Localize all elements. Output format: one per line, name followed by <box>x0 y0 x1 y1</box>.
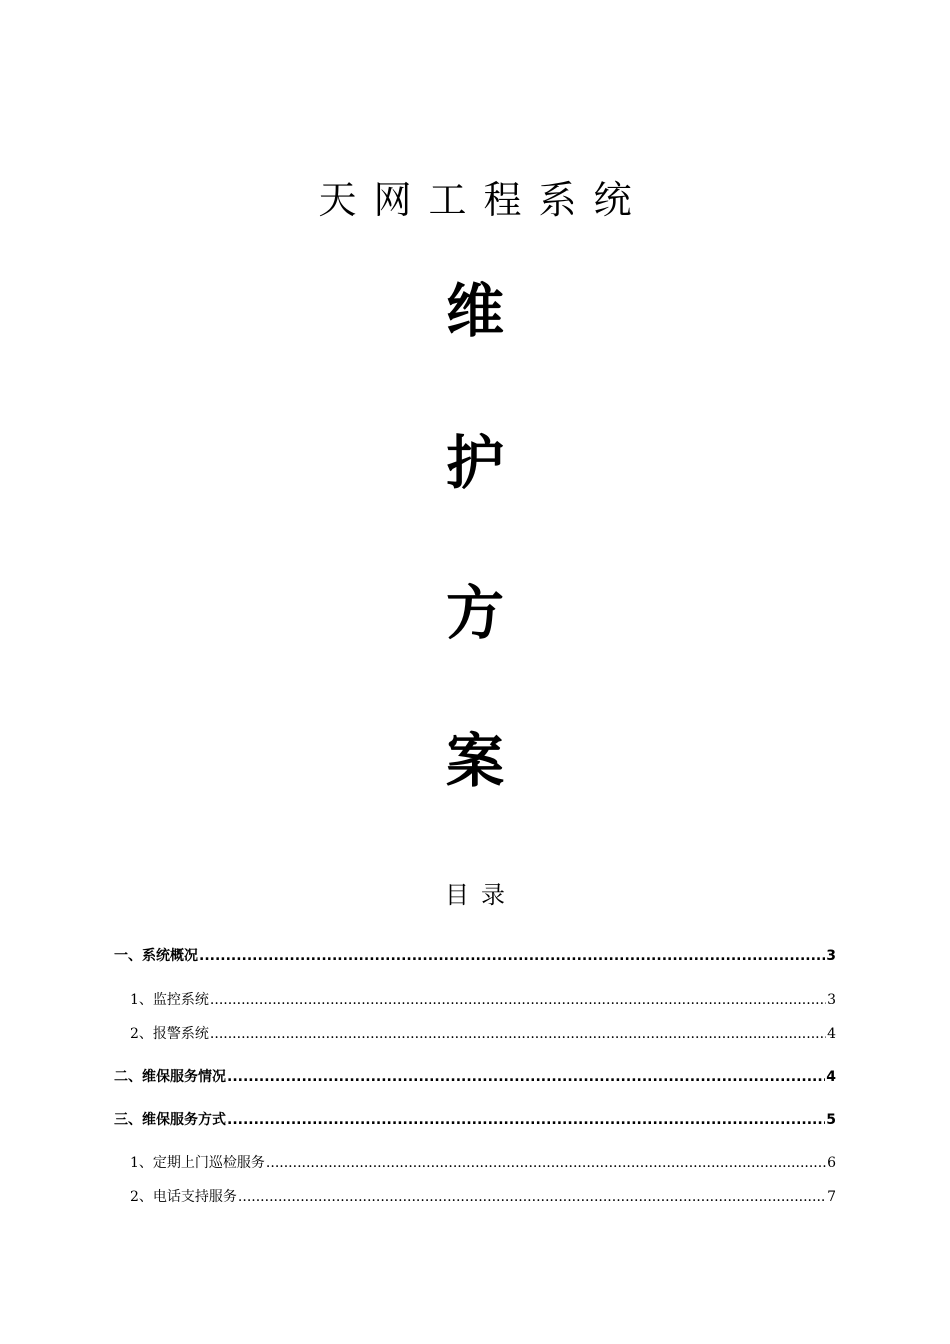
toc-entry-onsite-inspection[interactable] <box>130 1153 836 1173</box>
toc-dot-leader <box>210 990 826 1010</box>
toc-dot-leader <box>238 1187 826 1207</box>
document-subtitle: 天网工程系统 <box>318 178 649 222</box>
toc-entry-phone-support[interactable] <box>130 1187 836 1207</box>
toc-entry-label: 2、电话支持服务 <box>130 1189 237 1205</box>
toc-entry-label: 三、维保服务方式 <box>114 1112 226 1128</box>
toc-entry-label: 二、维保服务情况 <box>114 1069 226 1085</box>
toc-heading: 目录 <box>445 881 517 909</box>
toc-entry-label: 一、系统概况 <box>114 948 198 964</box>
toc-entry-label: 2、报警系统 <box>130 1026 209 1042</box>
toc-entry-maintenance-status[interactable] <box>114 1067 836 1087</box>
toc-dot-leader <box>227 1110 825 1130</box>
toc-entry-label: 1、监控系统 <box>130 992 209 1008</box>
toc-page-number: 7 <box>827 1189 836 1205</box>
toc-page-number: 4 <box>826 1069 836 1085</box>
toc-entry-system-overview[interactable] <box>114 946 836 966</box>
toc-page-number: 4 <box>827 1026 836 1042</box>
toc-entry-maintenance-methods[interactable] <box>114 1110 836 1130</box>
toc-page-number: 5 <box>826 1112 836 1128</box>
toc-page-number: 6 <box>827 1155 836 1171</box>
title-char-2: 护 <box>445 429 504 497</box>
toc-page-number: 3 <box>827 992 836 1008</box>
toc-entry-alarm-system[interactable] <box>130 1024 836 1044</box>
toc-dot-leader <box>210 1024 826 1044</box>
toc-dot-leader <box>227 1067 825 1087</box>
toc-entry-label: 1、定期上门巡检服务 <box>130 1155 265 1171</box>
title-char-4: 案 <box>445 727 504 795</box>
toc-entry-monitoring-system[interactable] <box>130 990 836 1010</box>
toc-dot-leader <box>266 1153 826 1173</box>
toc-page-number: 3 <box>826 948 836 964</box>
title-char-3: 方 <box>445 579 504 647</box>
title-char-1: 维 <box>445 277 504 345</box>
toc-dot-leader <box>199 946 825 966</box>
